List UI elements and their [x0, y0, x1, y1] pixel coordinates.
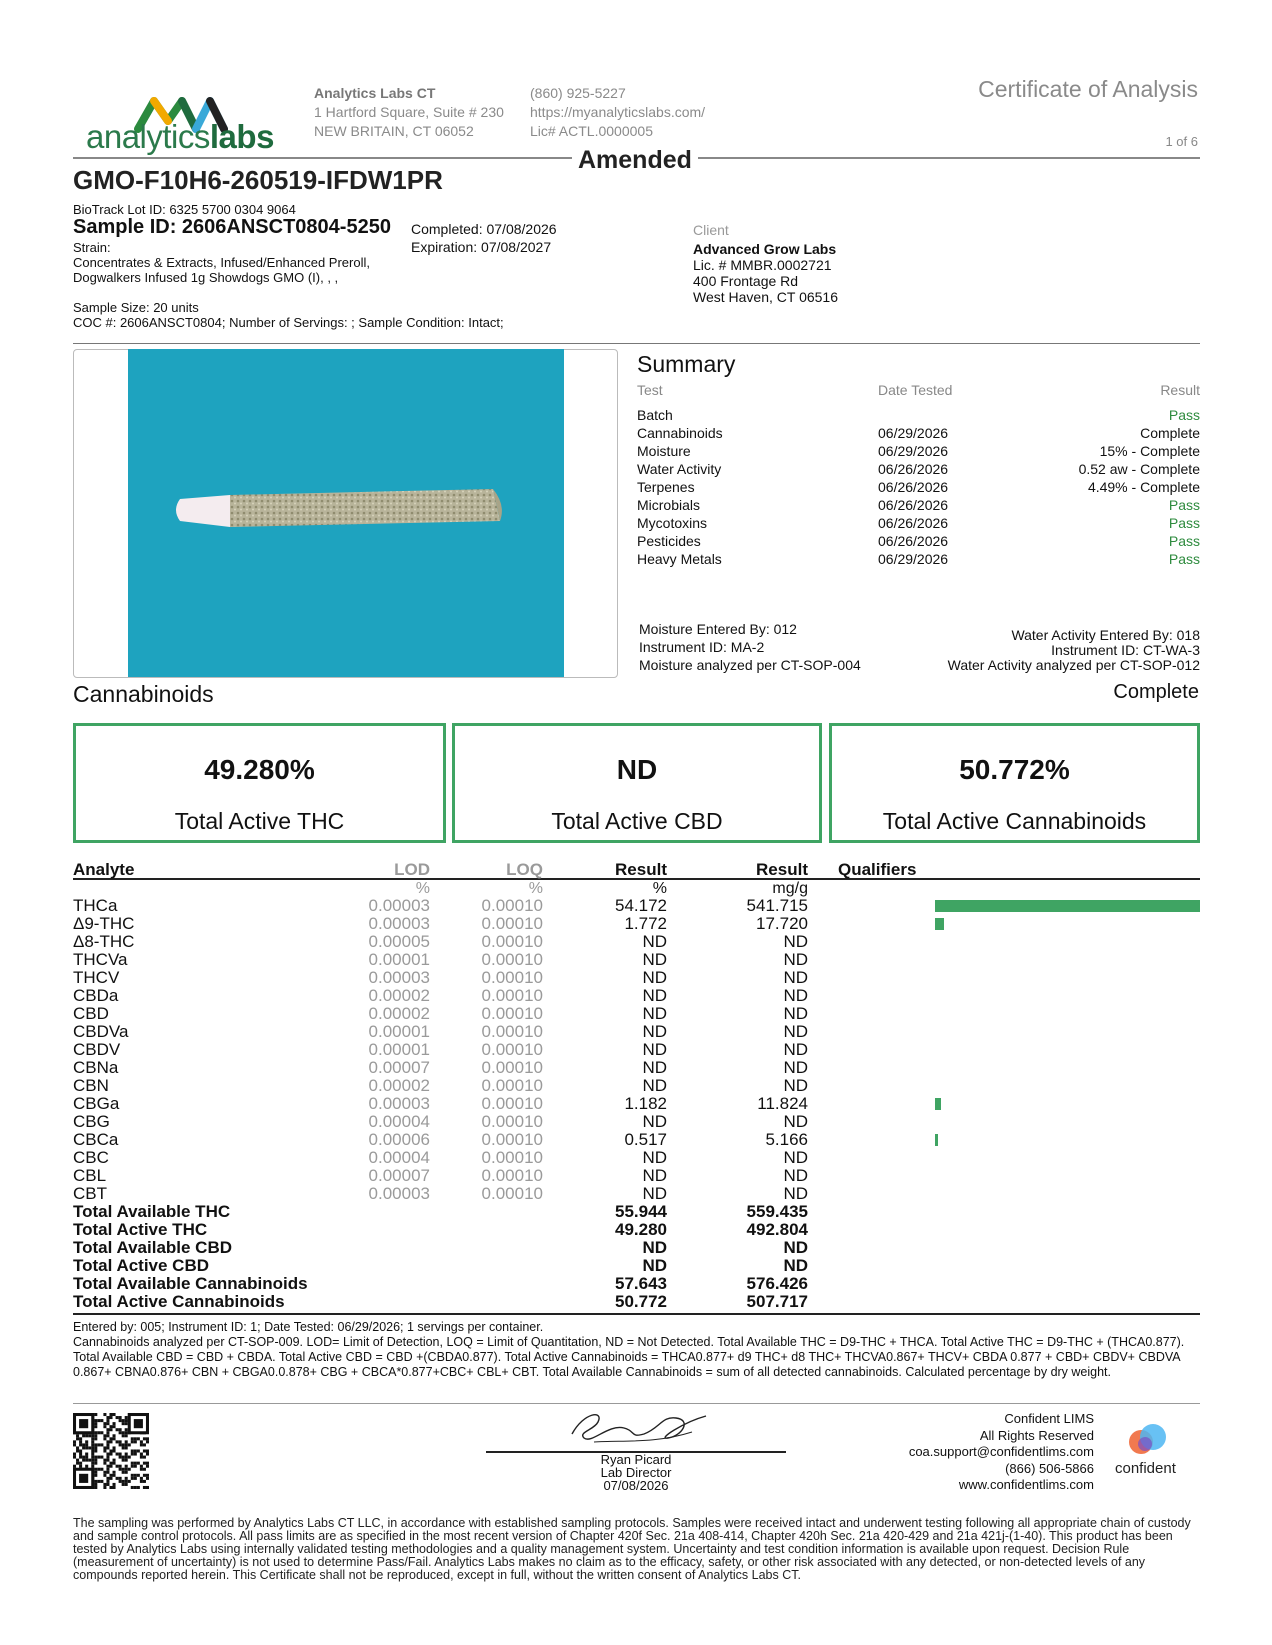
analyte-result-pct: ND [642, 950, 667, 969]
total-row [73, 1257, 1200, 1275]
summary-date: 06/26/2026 [878, 533, 949, 549]
unit-mg: mg/g [772, 880, 808, 897]
summary-test: Heavy Metals [637, 551, 722, 567]
lab-license: Lic# ACTL.0000005 [530, 123, 653, 139]
analyte-name: CBL [73, 1166, 107, 1185]
analyte-result-pct: 0.517 [624, 1130, 667, 1149]
analyte-loq: 0.00010 [481, 1166, 543, 1185]
analyte-row [73, 1113, 1200, 1131]
analyte-result-pct: 54.172 [615, 896, 667, 915]
total-result-mg: ND [783, 1256, 808, 1275]
summary-result: Pass [1168, 515, 1200, 531]
analyte-lod: 0.00007 [368, 1058, 430, 1077]
analyte-result-mg: ND [783, 950, 808, 969]
box-value: ND [616, 754, 658, 785]
analyte-result-mg: ND [783, 1040, 808, 1059]
analyte-result-pct: ND [642, 1058, 667, 1077]
analyte-loq: 0.00010 [481, 1112, 543, 1131]
col-result-mg: Result [756, 860, 808, 879]
expiration-date: Expiration: 07/08/2027 [411, 239, 552, 255]
summary-row [637, 460, 1200, 478]
analyte-result-mg: ND [783, 986, 808, 1005]
analyte-result-mg: 541.715 [746, 896, 808, 915]
wa-sop: Water Activity analyzed per CT-SOP-012 [947, 657, 1200, 673]
total-result-pct: 50.772 [615, 1292, 667, 1311]
analyte-result-mg: ND [783, 1076, 808, 1095]
analyte-loq: 0.00010 [481, 986, 543, 1005]
summary-row [637, 478, 1200, 496]
sample-id: Sample ID: 2606ANSCT0804-5250 [73, 216, 391, 238]
analyte-loq: 0.00010 [481, 968, 543, 987]
analyte-loq: 0.00010 [481, 1094, 543, 1113]
strain-label: Strain: [73, 240, 111, 255]
summary-test: Batch [637, 407, 673, 423]
summary-test: Microbials [637, 497, 701, 513]
col-lod: LOD [394, 860, 430, 879]
section-divider [73, 343, 1200, 344]
analyte-loq: 0.00010 [481, 896, 543, 915]
analyte-loq: 0.00010 [481, 1022, 543, 1041]
dates-block [411, 220, 557, 256]
analyte-name: THCVa [73, 950, 128, 969]
summary-result: Pass [1168, 407, 1200, 423]
moisture-entered-by: Moisture Entered By: 012 [639, 621, 797, 637]
analyte-name: CBGa [73, 1094, 120, 1113]
total-row [73, 1275, 1200, 1293]
analyte-loq: 0.00010 [481, 914, 543, 933]
total-name: Total Available THC [73, 1202, 231, 1221]
analyte-row [73, 1167, 1200, 1185]
analyte-row [73, 1059, 1200, 1077]
client-name: Advanced Grow Labs [693, 241, 837, 257]
cannabinoids-title: Cannabinoids [73, 681, 214, 707]
analyte-loq: 0.00010 [481, 1184, 543, 1203]
analyte-result-mg: ND [783, 1112, 808, 1131]
total-active-cannabinoids-box [829, 723, 1200, 843]
summary-test: Water Activity [637, 461, 722, 477]
analyte-lod: 0.00003 [368, 914, 430, 933]
summary-row [637, 406, 1200, 424]
analyte-result-pct: ND [642, 986, 667, 1005]
summary-test: Mycotoxins [637, 515, 708, 531]
product-photo-preroll [128, 349, 564, 677]
box-label: Total Active THC [174, 808, 345, 834]
analyte-lod: 0.00002 [368, 1076, 430, 1095]
analyte-loq: 0.00010 [481, 932, 543, 951]
strain-line2: Dogwalkers Infused 1g Showdogs GMO (I), , , [73, 270, 339, 285]
analyte-name: Δ8-THC [73, 932, 135, 951]
qr-code-icon[interactable] [73, 1413, 149, 1489]
analyte-result-mg: 11.824 [757, 1094, 808, 1113]
lab-contact-block [530, 84, 705, 141]
total-result-pct: 55.944 [615, 1202, 667, 1221]
analyte-result-mg: ND [783, 1004, 808, 1023]
col-qualifiers: Qualifiers [838, 860, 917, 879]
analyte-row [73, 915, 1200, 933]
page-number: 1 of 6 [1165, 134, 1198, 149]
lab-address-line1: 1 Hartford Square, Suite # 230 [314, 104, 504, 120]
summary-date: 06/26/2026 [878, 461, 949, 477]
col-result-pct: Result [615, 860, 667, 879]
wa-instrument: Instrument ID: CT-WA-3 [1051, 642, 1200, 658]
analyte-lod: 0.00001 [368, 1040, 430, 1059]
total-name: Total Available Cannabinoids [73, 1274, 308, 1293]
cannabinoid-notes [73, 1320, 1200, 1380]
lab-url[interactable]: https://myanalyticslabs.com/ [530, 104, 706, 120]
analyte-name: CBDV [73, 1040, 121, 1059]
total-row [73, 1221, 1200, 1239]
summary-row [637, 442, 1200, 460]
total-name: Total Available CBD [73, 1238, 233, 1257]
analyte-name: CBN [73, 1076, 109, 1095]
lims-rights: All Rights Reserved [979, 1427, 1094, 1443]
strain-line1: Concentrates & Extracts, Infused/Enhanced Preroll, [73, 255, 370, 270]
total-result-pct: ND [642, 1256, 667, 1275]
analyte-loq: 0.00010 [481, 1004, 543, 1023]
analyte-row [73, 1149, 1200, 1167]
analyte-name: Δ9-THC [73, 914, 135, 933]
analyte-name: CBNa [73, 1058, 119, 1077]
wa-entered-by: Water Activity Entered By: 018 [1011, 627, 1200, 643]
analyte-lod: 0.00005 [368, 932, 430, 951]
table-bottom-rule [73, 1313, 1200, 1315]
lab-address-block [314, 84, 504, 141]
summary-result: Pass [1168, 551, 1200, 567]
analyte-row [73, 969, 1200, 987]
summary-row [637, 550, 1200, 568]
client-address2: West Haven, CT 06516 [693, 289, 839, 305]
col-analyte: Analyte [73, 860, 135, 879]
analyte-row [73, 1185, 1200, 1203]
total-result-mg: 559.435 [746, 1202, 808, 1221]
summary-result: 0.52 aw - Complete [1078, 461, 1200, 477]
analyte-name: CBD [73, 1004, 109, 1023]
analyte-result-mg: ND [783, 932, 808, 951]
analyte-lod: 0.00004 [368, 1112, 430, 1131]
sample-size: Sample Size: 20 units [73, 300, 199, 315]
analyte-lod: 0.00002 [368, 986, 430, 1005]
summary-test: Terpenes [637, 479, 695, 495]
analyte-loq: 0.00010 [481, 1076, 543, 1095]
lims-name: Confident LIMS [1004, 1411, 1094, 1426]
total-name: Total Active CBD [73, 1256, 210, 1275]
signer-title: Lab Director [600, 1465, 672, 1480]
summary-result: 4.49% - Complete [1087, 479, 1200, 495]
moisture-info [639, 620, 861, 674]
client-license: Lic. # MMBR.0002721 [693, 257, 832, 273]
summary-test: Moisture [637, 443, 691, 459]
biotrack-lot-id: BioTrack Lot ID: 6325 5700 0304 9064 [73, 202, 296, 217]
summary-result: 15% - Complete [1099, 443, 1200, 459]
total-active-thc-box [73, 723, 446, 843]
analyte-name: THCa [73, 896, 118, 915]
analyte-lod: 0.00003 [368, 1094, 430, 1113]
summary-col-result: Result [1160, 382, 1200, 398]
lab-name: Analytics Labs CT [314, 85, 436, 101]
summary-result: Complete [1140, 425, 1200, 441]
box-value: 49.280% [204, 754, 315, 785]
analyte-name: CBCa [73, 1130, 119, 1149]
box-label: Total Active CBD [551, 808, 723, 834]
analyte-lod: 0.00007 [368, 1166, 430, 1185]
summary-date: 06/26/2026 [878, 497, 949, 513]
batch-id: GMO-F10H6-260519-IFDW1PR [73, 165, 443, 195]
document-title: Certificate of Analysis [978, 76, 1198, 102]
total-result-mg: 576.426 [746, 1274, 808, 1293]
analyte-name: CBT [73, 1184, 107, 1203]
analyte-name: THCV [73, 968, 120, 987]
analyte-bar [935, 900, 1200, 912]
summary-title: Summary [637, 351, 736, 377]
summary-test: Pesticides [637, 533, 701, 549]
analyte-table-units [73, 880, 1200, 897]
total-row [73, 1203, 1200, 1221]
analyte-row [73, 1131, 1200, 1149]
summary-date: 06/26/2026 [878, 515, 949, 531]
total-active-cbd-box [452, 723, 822, 843]
summary-result: Pass [1168, 533, 1200, 549]
summary-table [637, 406, 1200, 568]
analyte-row [73, 1005, 1200, 1023]
analyte-result-pct: ND [642, 1148, 667, 1167]
analyte-lod: 0.00006 [368, 1130, 430, 1149]
analyte-lod: 0.00003 [368, 896, 430, 915]
lims-url[interactable]: www.confidentlims.com [958, 1477, 1094, 1492]
box-value: 50.772% [959, 754, 1070, 785]
analyte-loq: 0.00010 [481, 1130, 543, 1149]
total-result-mg: ND [783, 1238, 808, 1257]
total-result-pct: 49.280 [615, 1220, 667, 1239]
unit-lod: % [415, 880, 430, 897]
analyte-name: CBDVa [73, 1022, 129, 1041]
analyte-loq: 0.00010 [481, 1148, 543, 1167]
analyte-result-pct: ND [642, 1022, 667, 1041]
analyte-result-pct: ND [642, 932, 667, 951]
analyte-table-header [73, 860, 1200, 880]
lab-phone: (860) 925-5227 [530, 85, 626, 101]
moisture-instrument: Instrument ID: MA-2 [639, 639, 765, 655]
analyte-result-pct: ND [642, 1166, 667, 1185]
client-address1: 400 Frontage Rd [693, 273, 799, 289]
analyte-lod: 0.00002 [368, 1004, 430, 1023]
analyte-row [73, 933, 1200, 951]
lims-info [909, 1411, 1094, 1494]
analyte-row [73, 1023, 1200, 1041]
analyte-result-mg: 17.720 [756, 914, 808, 933]
summary-row [637, 532, 1200, 550]
analyte-bar [935, 918, 944, 930]
strain-block [73, 240, 370, 285]
analyte-result-mg: ND [783, 1058, 808, 1077]
sample-info [73, 300, 504, 330]
analyte-result-pct: ND [642, 1040, 667, 1059]
total-result-pct: ND [642, 1238, 667, 1257]
analyte-lod: 0.00004 [368, 1148, 430, 1167]
lims-email[interactable]: coa.support@confidentlims.com [908, 1444, 1094, 1459]
analyte-lod: 0.00003 [368, 1184, 430, 1203]
analyte-result-mg: ND [783, 1022, 808, 1041]
analyte-row [73, 1095, 1200, 1113]
total-result-pct: 57.643 [615, 1274, 667, 1293]
analyte-table-body [73, 897, 1200, 1311]
sign-date: 07/08/2026 [603, 1478, 669, 1493]
note-entered-by: Entered by: 005; Instrument ID: 1; Date Tested: 06/29/2026; 1 servings per container. [73, 1320, 544, 1334]
disclaimer-text: The sampling was performed by Analytics Labs CT LLC, in accordance with established sampling protocols. Samples were received intact and underwent testing following all appropriate chain of custody and sample control protocols. All pass limits are as specified in the most recent version of Chapter 420f Sec. 21a 408-414, Chapter 420h Sec. 21a 420-429 and 21a 421j-(1-40). This product has been tested by Analytics Labs using internally validated testing methodologies and a quality management system. Uncertainty and test condition information is available upon request. Decision Rule (measurement of uncertainty) is not used to determine Pass/Fail. Analytics Labs makes no claim as to the efficacy, safety, or other risk associated with any detected, or non-detected levels of any compounds reported herein. This Certificate shall not be reproduced, except in full, without the written consent of Analytics Labs CT. [73, 1516, 1191, 1582]
moisture-sop: Moisture analyzed per CT-SOP-004 [639, 657, 861, 673]
summary-date: 06/26/2026 [878, 479, 949, 495]
total-name: Total Active THC [73, 1220, 208, 1239]
lims-phone: (866) 506-5866 [1005, 1460, 1094, 1476]
analyte-result-mg: ND [783, 1184, 808, 1203]
logo-wordmark: analyticslabs [86, 118, 274, 155]
analyte-lod: 0.00001 [368, 950, 430, 969]
total-result-mg: 492.804 [746, 1220, 808, 1239]
confident-logo-icon [1123, 1422, 1171, 1458]
summary-row [637, 496, 1200, 514]
unit-loq: % [528, 880, 543, 897]
analyte-result-pct: 1.182 [624, 1094, 667, 1113]
completed-date: Completed: 07/08/2026 [411, 221, 557, 237]
analyte-loq: 0.00010 [481, 950, 543, 969]
summary-result: Pass [1168, 497, 1200, 513]
analyte-result-mg: 5.166 [765, 1130, 808, 1149]
summary-col-test: Test [637, 382, 663, 398]
unit-pct: % [652, 880, 667, 897]
analyte-name: CBG [73, 1112, 110, 1131]
analyte-row [73, 1041, 1200, 1059]
analyte-name: CBDa [73, 986, 119, 1005]
analyte-result-mg: ND [783, 1166, 808, 1185]
client-block [693, 222, 838, 305]
analyte-row [73, 987, 1200, 1005]
analyte-row [73, 1077, 1200, 1095]
analyte-row [73, 897, 1200, 915]
analyte-loq: 0.00010 [481, 1040, 543, 1059]
summary-col-date: Date Tested [878, 382, 953, 398]
total-row [73, 1239, 1200, 1257]
analyte-result-pct: 1.772 [624, 914, 667, 933]
summary-header [637, 382, 1200, 400]
summary-row [637, 424, 1200, 442]
summary-date: 06/29/2026 [878, 425, 949, 441]
water-activity-info [948, 628, 1200, 673]
summary-date: 06/29/2026 [878, 551, 949, 567]
analyte-bar [935, 1098, 941, 1110]
signer-block [486, 1453, 786, 1492]
analyte-name: CBC [73, 1148, 109, 1167]
total-row [73, 1293, 1200, 1311]
amended-label: Amended [572, 146, 698, 175]
note-methodology: Cannabinoids analyzed per CT-SOP-009. LOD= Limit of Detection, LOQ = Limit of Quantitation, ND = Not Detected. Total Available THC = D9-THC + THCA. Total Active THC = D9-THC + (THCA0.877). Total Available CBD = CBD + CBDA. Total Active CBD = CBD +(CBDA0.877). Total Active Cannabinoids = THCA0.877+ d9 THC+ d8 THC+ THCVA0.867+ THCV+ CBDA 0.877 + CBD+ CBDV+ CBDVA 0.867+ CBNA0.876+ CBN + CBGA0.0.878+ CBG + CBCA*0.877+CBC+ CBL+ CBT. Total Available Cannabinoids = sum of all detected cannabinoids. Calculated percentage by dry weight. [73, 1335, 1185, 1379]
total-result-mg: 507.717 [746, 1292, 808, 1311]
analyte-result-pct: ND [642, 1076, 667, 1095]
analyte-lod: 0.00001 [368, 1022, 430, 1041]
confident-wordmark: confident [1115, 1460, 1176, 1477]
summary-row [637, 514, 1200, 532]
analyte-result-mg: ND [783, 1148, 808, 1167]
total-name: Total Active Cannabinoids [73, 1292, 285, 1311]
cannabinoids-status: Complete [1113, 681, 1199, 703]
summary-date [878, 406, 1038, 424]
analyte-bar [935, 1134, 938, 1146]
signer-name: Ryan Picard [600, 1452, 672, 1467]
summary-test: Cannabinoids [637, 425, 723, 441]
col-loq: LOQ [506, 860, 543, 879]
signature-image [564, 1404, 714, 1452]
analyte-row [73, 951, 1200, 969]
analyte-lod: 0.00003 [368, 968, 430, 987]
box-label: Total Active Cannabinoids [882, 808, 1147, 834]
coc-info: COC #: 2606ANSCT0804; Number of Servings: ; Sample Condition: Intact; [73, 315, 504, 330]
analyte-loq: 0.00010 [481, 1058, 543, 1077]
analyte-result-pct: ND [642, 1004, 667, 1023]
lab-address-line2: NEW BRITAIN, CT 06052 [314, 123, 474, 139]
analyte-result-mg: ND [783, 968, 808, 987]
analyte-result-pct: ND [642, 1112, 667, 1131]
client-label: Client [693, 222, 729, 238]
summary-date: 06/29/2026 [878, 443, 949, 459]
analyte-result-pct: ND [642, 1184, 667, 1203]
analyte-result-pct: ND [642, 968, 667, 987]
